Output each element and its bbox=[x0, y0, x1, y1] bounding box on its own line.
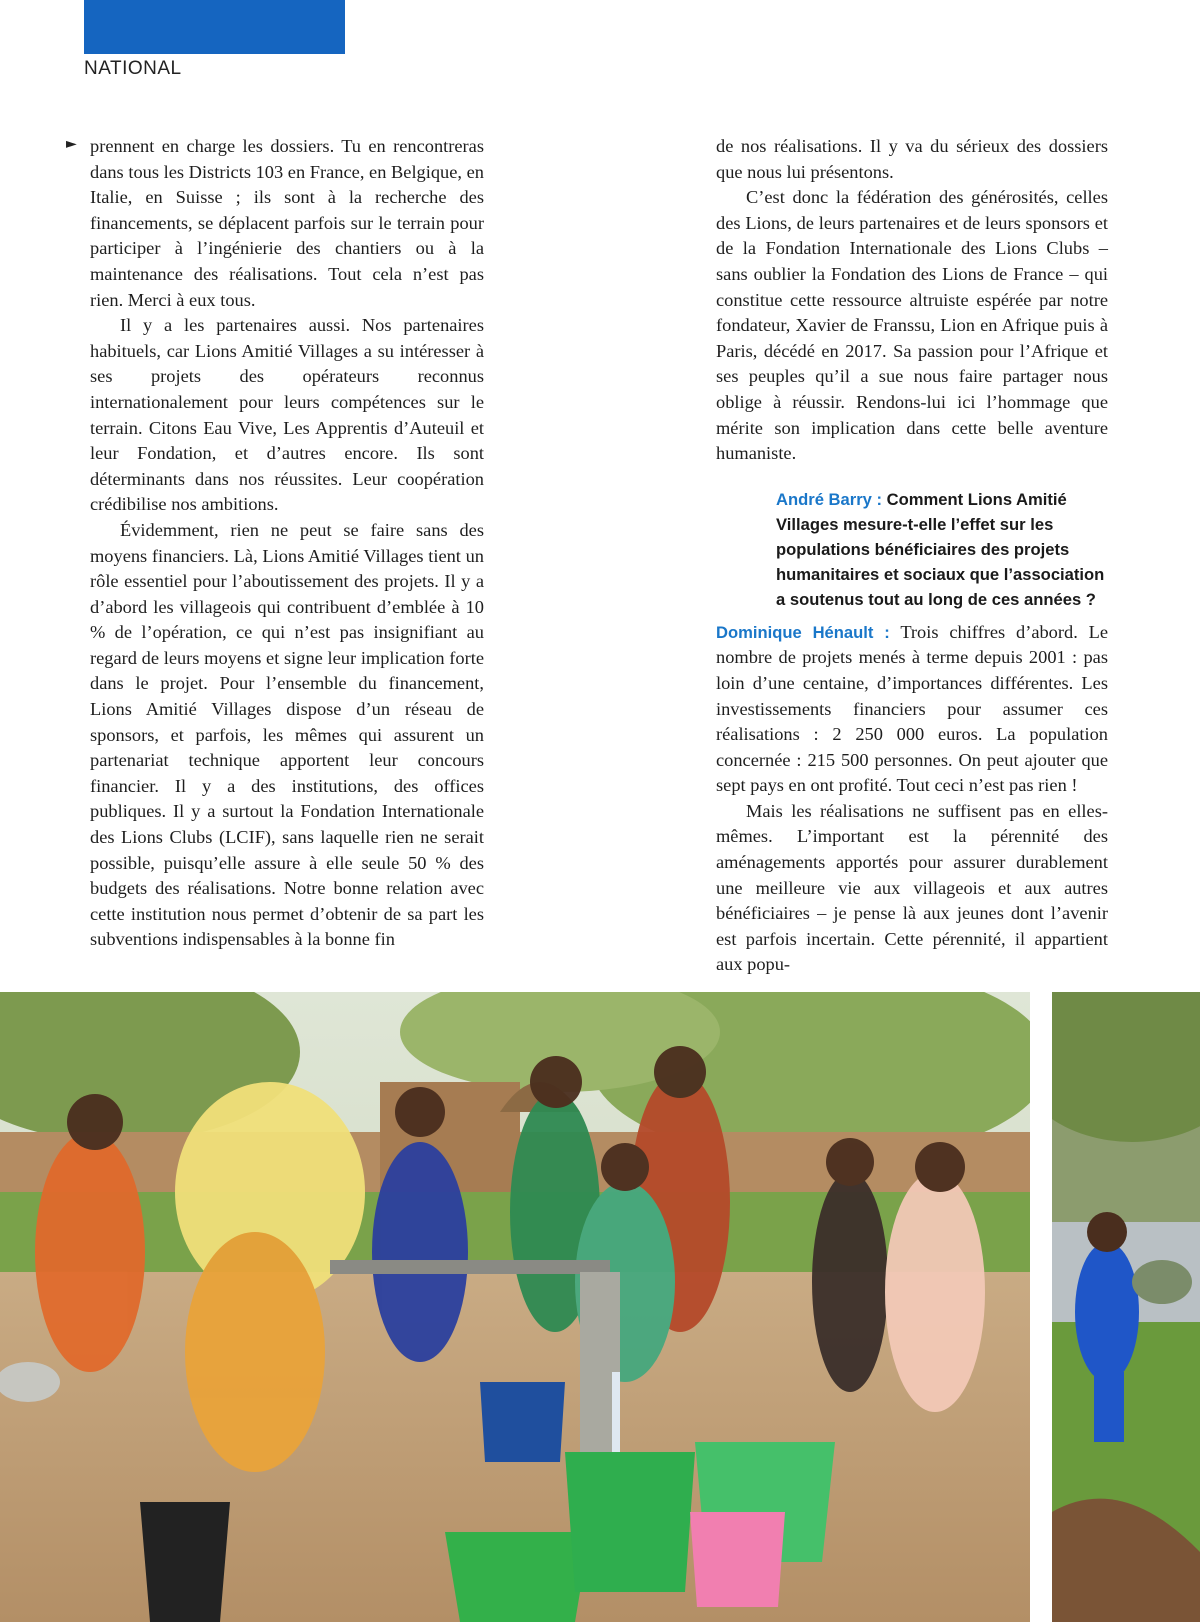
interview-question bbox=[776, 487, 1108, 612]
header-color-bar bbox=[84, 0, 345, 54]
village-water-pump-photo bbox=[0, 992, 1030, 1622]
continuation-arrow-icon: ► bbox=[66, 136, 77, 152]
section-label: NATIONAL bbox=[84, 58, 182, 79]
left-paragraph-2: Il y a les partenaires aussi. Nos partenaires habituels, car Lions Amitié Villages a su intéresser à ses projets des opérateurs reconnus internationalement pour leurs compétences sur le terrain. Citons Eau Vive, Les Apprentis d’Auteuil et leur Fondation, et d’autres encore. Ils sont déterminants dans nos réussites. Leur coopération crédibilise nos ambitions. bbox=[90, 315, 484, 515]
question-text: Comment Lions Amitié Villages mesure-t-elle l’effet sur les populations bénéficiaires des projets humanitaires et sociaux que l’association a soutenus tout au long de ces années ? bbox=[776, 489, 1105, 609]
question-speaker: André Barry : bbox=[776, 489, 883, 509]
right-paragraph-2: C’est donc la fédération des générosités, celles des Lions, de leurs partenaires et de leurs sponsors et de la Fondation Internationale des Lions Clubs – sans oublier la Fondation des Lions de France – qui constitue cette ressource altruiste espérée par notre fondateur, Xavier de Franssu, Lion en Afrique puis à Paris, décédé en 2017. Sa passion pour l’Afrique et ses peuples qu’il a sue nous faire partager nous oblige à réussir. Rendons-lui ici l’hommage que mérite son implication dans cette belle aventure humaniste. bbox=[716, 187, 1108, 464]
left-paragraph-1: prennent en charge les dossiers. Tu en rencontreras dans tous les Districts 103 en France, en Belgique, en Italie, en Suisse ; ils sont à la recherche des financements, se déplacent parfois sur le terrain pour participer à l’ingénierie des chantiers ou à la maintenance des réalisations. Tout cela n’est pas rien. Merci à eux tous. bbox=[90, 136, 484, 310]
right-paragraph-1: de nos réalisations. Il y va du sérieux des dossiers que nous lui présentons. bbox=[716, 136, 1108, 182]
answer-speaker: Dominique Hénault : bbox=[716, 622, 890, 642]
right-column bbox=[716, 134, 1108, 978]
garden-watering-photo bbox=[1052, 992, 1200, 1622]
answer-text: Trois chiffres d’abord. Le nombre de projets menés à terme depuis 2001 : pas loin d’une centaine, d’importances différentes. Les investissements financiers pour assumer ces réalisations : 2 250 000 euros. La population concernée : 215 500 personnes. On peut ajouter que sept pays en ont profité. Tout ceci n’est pas rien ! bbox=[716, 621, 1109, 796]
left-column bbox=[90, 134, 484, 953]
right-paragraph-closing: Mais les réalisations ne suffisent pas en elles-mêmes. L’important est la pérennité des aménagements apportés pour assurer durablement une meilleure vie aux villageois et aux autres bénéficiaires – je pense là aux jeunes dont l’avenir est parfois incertain. Cette pérennité, il appartient aux popu- bbox=[716, 800, 1108, 975]
interview-answer bbox=[716, 620, 1108, 799]
left-paragraph-3: Évidemment, rien ne peut se faire sans des moyens financiers. Là, Lions Amitié Villages tient un rôle essentiel pour l’aboutissement des projets. Il y a d’abord les villageois qui contribuent d’emblée à 10 % de l’opération, ce qui n’est pas insignifiant au regard de leurs moyens et signe leur implication forte dans le projet. Pour l’ensemble du financement, Lions Amitié Villages dispose d’un réseau de sponsors, et parfois, les mêmes qui assurent un partenariat technique apportent leur concours financier. Il y a des institutions, des offices publiques. Il y a surtout la Fondation Internationale des Lions Clubs (LCIF), sans laquelle rien ne serait possible, puisqu’elle assure à elle seule 50 % des budgets des réalisations. Notre bonne relation avec cette institution nous permet d’obtenir de sa part les subventions indispensables à la bonne fin bbox=[90, 519, 484, 950]
